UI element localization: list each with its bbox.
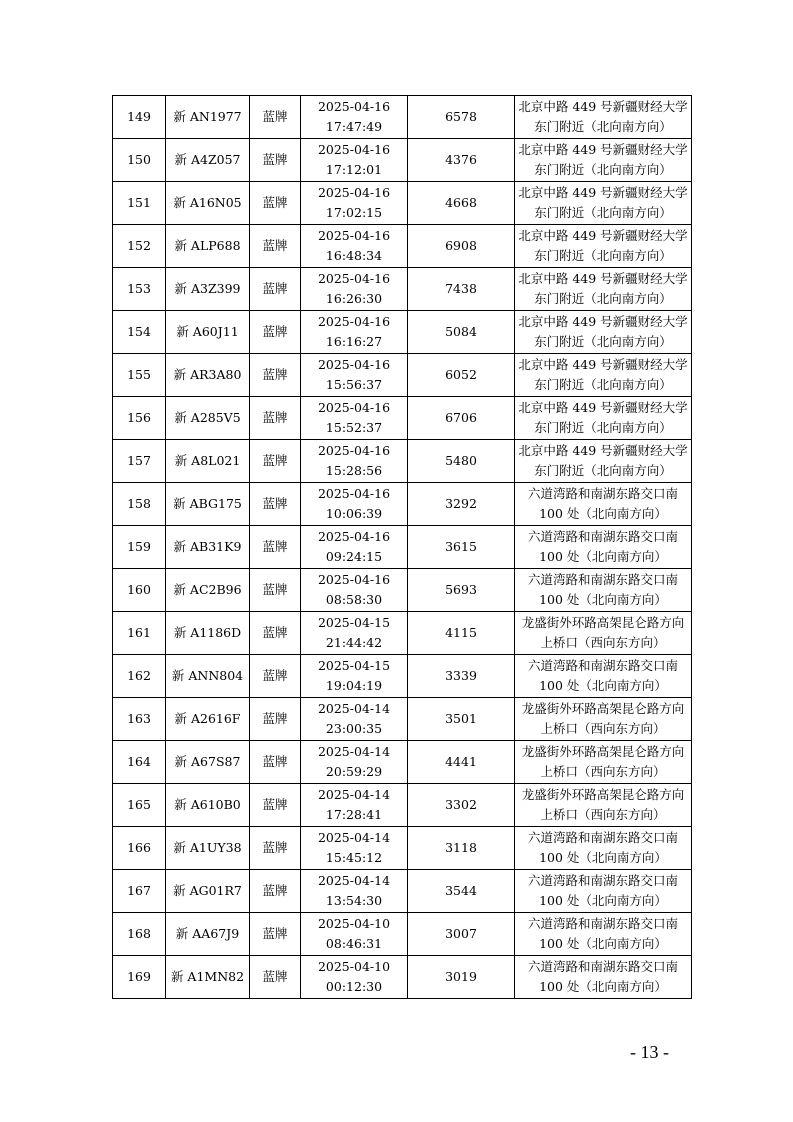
table-row [113,268,692,311]
location-line-1: 北京中路 449 号新疆财经大学 [518,271,688,286]
location-line-2: 东门附近（北向南方向） [534,162,672,177]
time-text: 00:12:30 [325,979,383,994]
code-cell: 6052 [408,354,515,397]
plate-color-cell: 蓝牌 [250,483,301,526]
location-line-1: 北京中路 449 号新疆财经大学 [518,185,688,200]
location-line-1: 龙盛街外环路高架昆仑路方向 [521,787,685,802]
location-line-1: 六道湾路和南湖东路交口南 [527,959,678,974]
date-text: 2025-04-14 [317,744,391,759]
time-text: 08:46:31 [325,936,383,951]
location-cell [515,397,692,440]
table-row [113,870,692,913]
date-text: 2025-04-16 [317,228,391,243]
plate-color-cell: 蓝牌 [250,784,301,827]
location-cell [515,827,692,870]
plate-number-cell: 新 A4Z057 [166,139,250,182]
location-cell [515,784,692,827]
location-line-1: 六道湾路和南湖东路交口南 [527,486,678,501]
plate-color-cell: 蓝牌 [250,96,301,139]
date-text: 2025-04-16 [317,99,391,114]
plate-color-cell: 蓝牌 [250,225,301,268]
datetime-cell [301,569,408,612]
location-line-2: 东门附近（北向南方向） [534,248,672,263]
plate-color-cell: 蓝牌 [250,956,301,999]
location-line-1: 北京中路 449 号新疆财经大学 [518,228,688,243]
plate-number-cell: 新 AB31K9 [166,526,250,569]
seq-cell: 167 [113,870,166,913]
date-text: 2025-04-15 [317,658,391,673]
location-line-1: 六道湾路和南湖东路交口南 [527,916,678,931]
date-text: 2025-04-16 [317,572,391,587]
location-line-1: 龙盛街外环路高架昆仑路方向 [521,701,685,716]
code-cell: 4115 [408,612,515,655]
code-cell: 3007 [408,913,515,956]
plate-number-cell: 新 AC2B96 [166,569,250,612]
datetime-cell [301,526,408,569]
datetime-cell [301,870,408,913]
location-line-2: 上桥口（西向东方向） [540,635,666,650]
location-line-2: 上桥口（西向东方向） [540,721,666,736]
plate-color-cell: 蓝牌 [250,397,301,440]
location-line-2: 100 处（北向南方向） [539,936,667,951]
plate-color-cell: 蓝牌 [250,741,301,784]
location-line-1: 六道湾路和南湖东路交口南 [527,572,678,587]
location-line-1: 北京中路 449 号新疆财经大学 [518,142,688,157]
location-cell [515,569,692,612]
code-cell: 6908 [408,225,515,268]
datetime-cell [301,784,408,827]
table-row [113,354,692,397]
location-cell [515,182,692,225]
location-line-2: 东门附近（北向南方向） [534,291,672,306]
time-text: 23:00:35 [325,721,383,736]
location-line-2: 100 处（北向南方向） [539,893,667,908]
time-text: 17:28:41 [325,807,383,822]
datetime-cell [301,827,408,870]
datetime-cell [301,96,408,139]
seq-cell: 159 [113,526,166,569]
table-row [113,698,692,741]
location-line-2: 东门附近（北向南方向） [534,420,672,435]
code-cell: 5480 [408,440,515,483]
location-cell [515,612,692,655]
location-line-2: 100 处（北向南方向） [539,979,667,994]
code-cell: 3292 [408,483,515,526]
plate-color-cell: 蓝牌 [250,354,301,397]
code-cell: 3339 [408,655,515,698]
datetime-cell [301,182,408,225]
plate-number-cell: 新 A16N05 [166,182,250,225]
seq-cell: 149 [113,96,166,139]
seq-cell: 162 [113,655,166,698]
plate-color-cell: 蓝牌 [250,569,301,612]
datetime-cell [301,741,408,784]
location-cell [515,526,692,569]
page-number: - 13 - [630,1042,669,1062]
datetime-cell [301,354,408,397]
plate-color-cell: 蓝牌 [250,526,301,569]
code-cell: 6706 [408,397,515,440]
code-cell: 4668 [408,182,515,225]
location-line-1: 龙盛街外环路高架昆仑路方向 [521,744,685,759]
records-body [113,96,692,999]
seq-cell: 153 [113,268,166,311]
datetime-cell [301,397,408,440]
location-cell [515,268,692,311]
location-cell [515,440,692,483]
seq-cell: 163 [113,698,166,741]
table-row [113,956,692,999]
plate-number-cell: 新 A3Z399 [166,268,250,311]
time-text: 15:28:56 [325,463,383,478]
datetime-cell [301,139,408,182]
time-text: 17:12:01 [325,162,383,177]
seq-cell: 152 [113,225,166,268]
plate-color-cell: 蓝牌 [250,311,301,354]
table-row [113,182,692,225]
location-cell [515,354,692,397]
plate-color-cell: 蓝牌 [250,268,301,311]
date-text: 2025-04-16 [317,185,391,200]
plate-color-cell: 蓝牌 [250,139,301,182]
datetime-cell [301,311,408,354]
location-line-2: 100 处（北向南方向） [539,506,667,521]
seq-cell: 165 [113,784,166,827]
records-table [112,95,692,999]
datetime-cell [301,655,408,698]
date-text: 2025-04-16 [317,529,391,544]
location-line-2: 100 处（北向南方向） [539,678,667,693]
date-text: 2025-04-14 [317,787,391,802]
code-cell: 3302 [408,784,515,827]
datetime-cell [301,268,408,311]
datetime-cell [301,956,408,999]
seq-cell: 158 [113,483,166,526]
time-text: 08:58:30 [325,592,383,607]
time-text: 15:52:37 [325,420,383,435]
date-text: 2025-04-16 [317,357,391,372]
date-text: 2025-04-16 [317,271,391,286]
plate-color-cell: 蓝牌 [250,655,301,698]
location-cell [515,483,692,526]
time-text: 09:24:15 [325,549,383,564]
location-cell [515,139,692,182]
plate-color-cell: 蓝牌 [250,870,301,913]
date-text: 2025-04-16 [317,142,391,157]
date-text: 2025-04-15 [317,615,391,630]
location-cell [515,870,692,913]
table-row [113,612,692,655]
table-row [113,483,692,526]
location-cell [515,698,692,741]
location-line-2: 上桥口（西向东方向） [540,807,666,822]
location-line-2: 东门附近（北向南方向） [534,377,672,392]
time-text: 16:16:27 [325,334,383,349]
date-text: 2025-04-16 [317,443,391,458]
datetime-cell [301,483,408,526]
time-text: 19:04:19 [325,678,383,693]
plate-number-cell: 新 A1UY38 [166,827,250,870]
code-cell: 3019 [408,956,515,999]
location-cell [515,225,692,268]
plate-color-cell: 蓝牌 [250,698,301,741]
location-line-1: 北京中路 449 号新疆财经大学 [518,314,688,329]
location-line-2: 东门附近（北向南方向） [534,334,672,349]
time-text: 10:06:39 [325,506,383,521]
location-cell [515,956,692,999]
location-line-2: 东门附近（北向南方向） [534,119,672,134]
plate-number-cell: 新 A1MN82 [166,956,250,999]
seq-cell: 164 [113,741,166,784]
seq-cell: 151 [113,182,166,225]
seq-cell: 150 [113,139,166,182]
plate-number-cell: 新 A610B0 [166,784,250,827]
location-line-1: 六道湾路和南湖东路交口南 [527,830,678,845]
location-line-1: 六道湾路和南湖东路交口南 [527,658,678,673]
location-line-2: 上桥口（西向东方向） [540,764,666,779]
seq-cell: 154 [113,311,166,354]
location-line-2: 100 处（北向南方向） [539,549,667,564]
seq-cell: 168 [113,913,166,956]
plate-number-cell: 新 AR3A80 [166,354,250,397]
time-text: 17:02:15 [325,205,383,220]
table-row [113,397,692,440]
time-text: 20:59:29 [325,764,383,779]
plate-number-cell: 新 A285V5 [166,397,250,440]
code-cell: 5693 [408,569,515,612]
time-text: 15:56:37 [325,377,383,392]
location-line-1: 六道湾路和南湖东路交口南 [527,529,678,544]
table-row [113,440,692,483]
table-row [113,225,692,268]
location-line-1: 北京中路 449 号新疆财经大学 [518,99,688,114]
datetime-cell [301,225,408,268]
time-text: 16:48:34 [325,248,383,263]
location-line-2: 东门附近（北向南方向） [534,205,672,220]
location-cell [515,741,692,784]
seq-cell: 156 [113,397,166,440]
location-line-1: 北京中路 449 号新疆财经大学 [518,443,688,458]
plate-number-cell: 新 ANN804 [166,655,250,698]
plate-color-cell: 蓝牌 [250,612,301,655]
time-text: 21:44:42 [325,635,383,650]
seq-cell: 169 [113,956,166,999]
location-line-1: 北京中路 449 号新疆财经大学 [518,400,688,415]
table-row [113,784,692,827]
plate-color-cell: 蓝牌 [250,827,301,870]
seq-cell: 161 [113,612,166,655]
code-cell: 3118 [408,827,515,870]
seq-cell: 166 [113,827,166,870]
date-text: 2025-04-10 [317,916,391,931]
location-line-1: 六道湾路和南湖东路交口南 [527,873,678,888]
plate-number-cell: 新 A67S87 [166,741,250,784]
table-row [113,139,692,182]
plate-number-cell: 新 AG01R7 [166,870,250,913]
table-row [113,655,692,698]
seq-cell: 160 [113,569,166,612]
datetime-cell [301,698,408,741]
code-cell: 3501 [408,698,515,741]
plate-color-cell: 蓝牌 [250,182,301,225]
code-cell: 6578 [408,96,515,139]
code-cell: 3615 [408,526,515,569]
table-row [113,311,692,354]
location-cell [515,913,692,956]
code-cell: 7438 [408,268,515,311]
location-line-1: 北京中路 449 号新疆财经大学 [518,357,688,372]
plate-number-cell: 新 A60J11 [166,311,250,354]
plate-number-cell: 新 AA67J9 [166,913,250,956]
seq-cell: 155 [113,354,166,397]
table-row [113,741,692,784]
table-row [113,526,692,569]
table-row [113,569,692,612]
table-row [113,913,692,956]
date-text: 2025-04-10 [317,959,391,974]
location-line-2: 东门附近（北向南方向） [534,463,672,478]
date-text: 2025-04-16 [317,486,391,501]
table-row [113,827,692,870]
datetime-cell [301,612,408,655]
date-text: 2025-04-14 [317,701,391,716]
date-text: 2025-04-14 [317,873,391,888]
plate-number-cell: 新 ALP688 [166,225,250,268]
time-text: 13:54:30 [325,893,383,908]
plate-number-cell: 新 A2616F [166,698,250,741]
plate-number-cell: 新 A1186D [166,612,250,655]
location-line-2: 100 处（北向南方向） [539,592,667,607]
date-text: 2025-04-14 [317,830,391,845]
plate-number-cell: 新 A8L021 [166,440,250,483]
time-text: 17:47:49 [325,119,383,134]
plate-color-cell: 蓝牌 [250,913,301,956]
code-cell: 4376 [408,139,515,182]
code-cell: 3544 [408,870,515,913]
plate-number-cell: 新 AN1977 [166,96,250,139]
location-line-2: 100 处（北向南方向） [539,850,667,865]
location-line-1: 龙盛街外环路高架昆仑路方向 [521,615,685,630]
date-text: 2025-04-16 [317,314,391,329]
datetime-cell [301,440,408,483]
date-text: 2025-04-16 [317,400,391,415]
code-cell: 4441 [408,741,515,784]
time-text: 15:45:12 [325,850,383,865]
plate-number-cell: 新 ABG175 [166,483,250,526]
location-cell [515,96,692,139]
location-cell [515,655,692,698]
plate-color-cell: 蓝牌 [250,440,301,483]
code-cell: 5084 [408,311,515,354]
location-cell [515,311,692,354]
seq-cell: 157 [113,440,166,483]
datetime-cell [301,913,408,956]
time-text: 16:26:30 [325,291,383,306]
table-row [113,96,692,139]
